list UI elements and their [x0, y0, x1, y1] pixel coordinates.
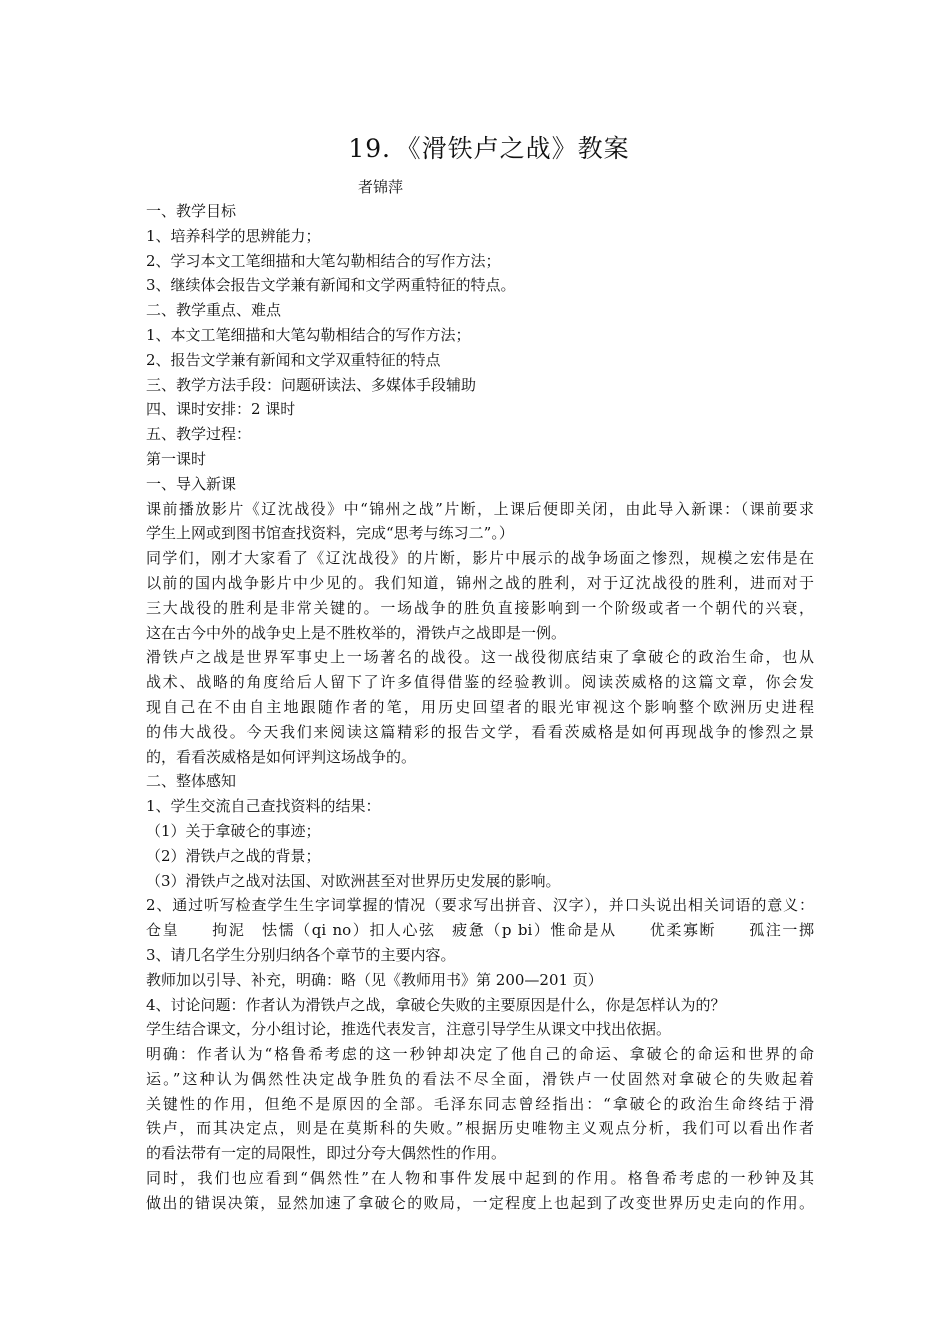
text-line: 关键性的作用，但绝不是原因的全部。毛泽东同志曾经指出：“拿破仑的政治生命终结于滑 [146, 1094, 814, 1113]
text-line: 铁卢，而其决定点，则是在莫斯科的失败。”根据历史唯物主义观点分析，我们可以看出作者 [146, 1119, 814, 1138]
text-line: 二、整体感知 [146, 772, 237, 791]
text-line: 1、培养科学的思辨能力； [146, 226, 321, 245]
page-title: 19．《滑铁卢之战》教案 [348, 134, 630, 163]
text-line: 一、导入新课 [146, 474, 237, 493]
text-line: 3、继续体会报告文学兼有新闻和文学两重特征的特点。 [146, 276, 516, 295]
text-line: 三、教学方法手段：问题研读法、多媒体手段辅助 [146, 375, 477, 394]
text-line: 做出的错误决策，显然加速了拿破仑的败局，一定程度上也起到了改变世界历史走向的作用。 [146, 1193, 814, 1212]
text-line: 这在古今中外的战争史上是不胜枚举的，滑铁卢之战即是一例。 [146, 623, 567, 642]
text-line: 同时，我们也应看到“偶然性”在人物和事件发展中起到的作用。格鲁希考虑的一秒钟及其 [146, 1169, 814, 1188]
text-line: 同学们，刚才大家看了《辽沈战役》的片断，影片中展示的战争场面之惨烈，规模之宏伟是在 [146, 549, 814, 568]
author-name: 者锦萍 [358, 178, 404, 196]
text-line: 学生结合课文，分小组讨论，推选代表发言，注意引导学生从课文中找出依据。 [146, 1020, 672, 1039]
text-line: 第一课时 [146, 449, 207, 468]
text-line: 3、请几名学生分别归纳各个章节的主要内容。 [146, 945, 456, 964]
text-line: 二、教学重点、难点 [146, 301, 282, 320]
text-line: 2、报告文学兼有新闻和文学双重特征的特点 [146, 350, 441, 369]
text-line: 滑铁卢之战是世界军事史上一场著名的战役。这一战役彻底结束了拿破仑的政治生命，也从 [146, 648, 814, 667]
text-line: 明确：作者认为“格鲁希考虑的这一秒钟却决定了他自己的命运、拿破仑的命运和世界的命 [146, 1045, 814, 1064]
text-line: 的看法带有一定的局限性，即过分夸大偶然性的作用。 [146, 1144, 507, 1163]
text-line: （2）滑铁卢之战的背景； [146, 846, 321, 865]
text-line: 仓皇 拘泥 怯懦（qi no）扣人心弦 疲惫（p bi）惟命是从 优柔寡断 孤注一掷 [146, 921, 814, 940]
text-line: （1）关于拿破仑的事迹； [146, 821, 321, 840]
text-line: 教师加以引导、补充，明确：略（见《教师用书》第 200—201 页） [146, 970, 603, 989]
document-body [146, 199, 814, 1216]
text-line: 现自己在不由自主地跟随作者的笔，用历史回望者的眼光审视这个影响整个欧洲历史进程 [146, 697, 814, 716]
text-line: 四、课时安排：2 课时 [146, 400, 296, 419]
text-line: 运。”这种认为偶然性决定战争胜负的看法不尽全面，滑铁卢一仗固然对拿破仑的失败起着 [146, 1069, 814, 1088]
text-line: 的伟大战役。今天我们来阅读这篇精彩的报告文学，看看茨威格是如何再现战争的惨烈之景 [146, 722, 814, 741]
text-line: （3）滑铁卢之战对法国、对欧洲甚至对世界历史发展的影响。 [146, 871, 561, 890]
text-line: 五、教学过程： [146, 425, 252, 444]
text-line: 以前的国内战争影片中少见的。我们知道，锦州之战的胜利，对于辽沈战役的胜利，进而对于 [146, 573, 814, 592]
text-line: 课前播放影片《辽沈战役》中“锦州之战”片断，上课后便即关闭，由此导入新课：（课前要求 [146, 499, 814, 518]
text-line: 一、教学目标 [146, 202, 237, 220]
text-line: 2、学习本文工笔细描和大笔勾勒相结合的写作方法； [146, 251, 501, 270]
text-line: 战术、战略的角度给后人留下了许多值得借鉴的经验教训。阅读茨威格的这篇文章，你会发 [146, 673, 814, 692]
text-line: 1、本文工笔细描和大笔勾勒相结合的写作方法； [146, 325, 471, 344]
text-line: 4、讨论问题：作者认为滑铁卢之战，拿破仑失败的主要原因是什么，你是怎样认为的？ [146, 995, 726, 1014]
text-line: 的，看看茨威格是如何评判这场战争的。 [146, 747, 417, 766]
text-line: 2、通过听写检查学生生字词掌握的情况（要求写出拼音、汉字），并口头说出相关词语的意义： [146, 896, 814, 915]
text-line: 三大战役的胜利是非常关键的。一场战争的胜负直接影响到一个阶级或者一个朝代的兴衰， [146, 598, 814, 617]
text-line: 学生上网或到图书馆查找资料，完成“思考与练习二”。） [146, 524, 514, 543]
text-line: 1、学生交流自己查找资料的结果： [146, 797, 381, 816]
